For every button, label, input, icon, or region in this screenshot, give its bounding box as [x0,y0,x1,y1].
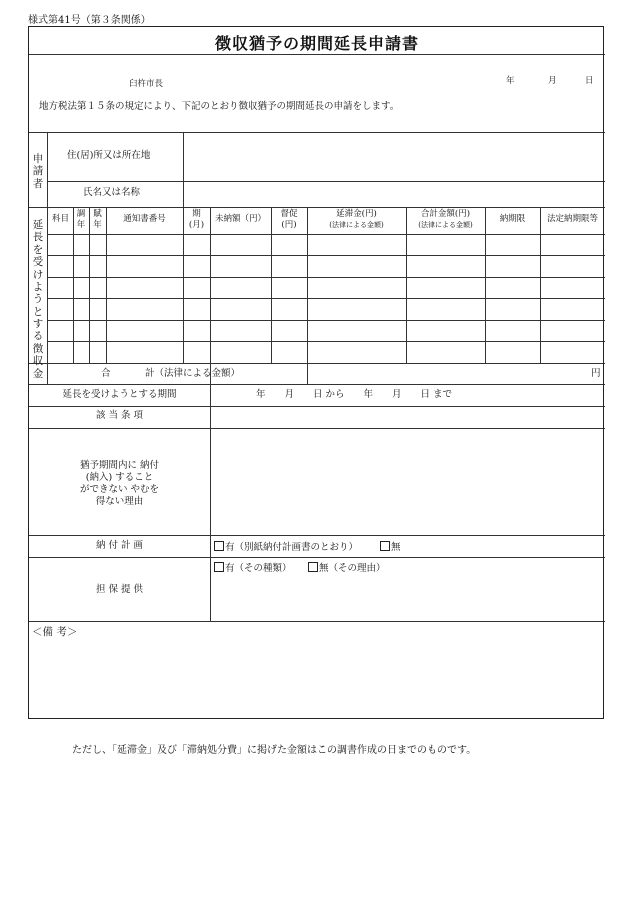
header-legal-deadline: 法定納期限等 [546,214,598,224]
divider [29,54,605,55]
divider [29,207,605,208]
header-tax-year-top: 調 [76,209,86,219]
date-month: 月 [548,76,557,86]
header-tax-year-bottom: 年 [76,220,86,230]
address-field[interactable] [185,135,603,179]
total-amount-field[interactable] [308,365,588,383]
extension-period-label: 延長を受けようとする期間 [62,389,177,400]
collateral-yes-option[interactable] [214,562,292,574]
payment-plan-no-text: 無 [391,542,401,553]
divider [29,363,605,364]
collateral-label: 担 保 提 供 [95,584,144,595]
column-line [183,132,184,207]
reason-label-line2: (納入) すること [85,472,154,483]
header-delay-charge-top: 延滞金(円) [336,209,377,219]
payment-plan-yes-option[interactable] [214,541,358,553]
clause-field[interactable] [212,407,603,426]
header-period-top: 期 [192,209,201,219]
remarks-field[interactable] [32,643,602,715]
total-label-start: 合 [101,368,111,379]
divider [29,557,605,558]
clause-label: 該 当 条 項 [95,410,144,421]
addressee: 臼杵市長 [129,79,164,89]
table-row[interactable] [48,256,605,276]
remarks-label: ＜備 考＞ [32,626,78,638]
application-form [28,26,604,719]
checkbox-icon[interactable] [380,541,390,551]
header-dunning-bottom: (円) [281,220,297,230]
checkbox-icon[interactable] [214,562,224,572]
divider [29,621,605,622]
collateral-yes-text: 有（その種類） [225,563,292,574]
name-field[interactable] [185,184,603,205]
payment-plan-label: 納 付 計 画 [95,540,144,551]
reason-label-line4: 得ない理由 [95,496,144,507]
header-levy-year-bottom: 年 [93,220,102,230]
divider [29,132,605,133]
checkbox-icon[interactable] [308,562,318,572]
checkbox-icon[interactable] [214,541,224,551]
header-deadline: 納期限 [499,214,526,224]
header-subject: 科目 [51,214,69,224]
extension-period-value: 年 月 日 から 年 月 日 まで [256,389,453,400]
payment-plan-yes-text: 有（別紙納付計画書のとおり） [225,542,359,553]
collateral-no-option[interactable] [308,562,386,574]
reason-label-line1: 猶予期間内に 納付 [79,460,160,471]
form-title: 徴収猶予の期間延長申請書 [214,34,419,53]
amounts-group-label: 延長を受けようとする徴収金 [32,219,44,380]
header-unpaid: 未納額（円） [214,214,266,224]
table-row[interactable] [48,235,605,255]
date-year: 年 [506,76,515,86]
table-row[interactable] [48,342,605,362]
name-label: 氏名又は名称 [83,187,141,198]
header-total-bottom: (法律による金額) [418,221,473,229]
reason-label-line3: ができない やむを [79,484,160,495]
address-label: 住(居)所又は所在地 [67,150,151,161]
header-delay-charge-bottom: (法律による金額) [329,221,384,229]
payment-plan-no-option[interactable] [380,541,401,553]
form-number-label: 様式第41号（第３条関係） [28,15,151,26]
yen-unit: 円 [591,368,601,379]
footnote: ただし、「延滞金」及び「滞納処分費」に掲げた金額はこの調書作成の日までのものです。 [72,745,477,756]
intro-text: 地方税法第１５条の規定により、下記のとおり徴収猶予の期間延長の申請をします。 [39,101,400,112]
header-total-top: 合計金額(円) [420,209,471,219]
table-row[interactable] [48,321,605,341]
reason-field[interactable] [212,430,603,533]
collateral-no-text: 無（その理由） [319,563,386,574]
applicant-group-label: 申請者 [32,153,44,190]
total-label-end: 計（法律による金額） [145,368,241,379]
column-line [210,428,211,621]
header-period-bottom: (月) [188,220,205,230]
date-day: 日 [585,76,594,86]
divider [29,384,605,385]
header-notice-number: 通知書番号 [123,214,166,224]
table-row[interactable] [48,278,605,298]
header-dunning-top: 督促 [280,209,298,219]
table-row[interactable] [48,299,605,319]
header-levy-year-top: 賦 [93,209,102,219]
divider [47,181,605,182]
divider [29,535,605,536]
divider [29,428,605,429]
